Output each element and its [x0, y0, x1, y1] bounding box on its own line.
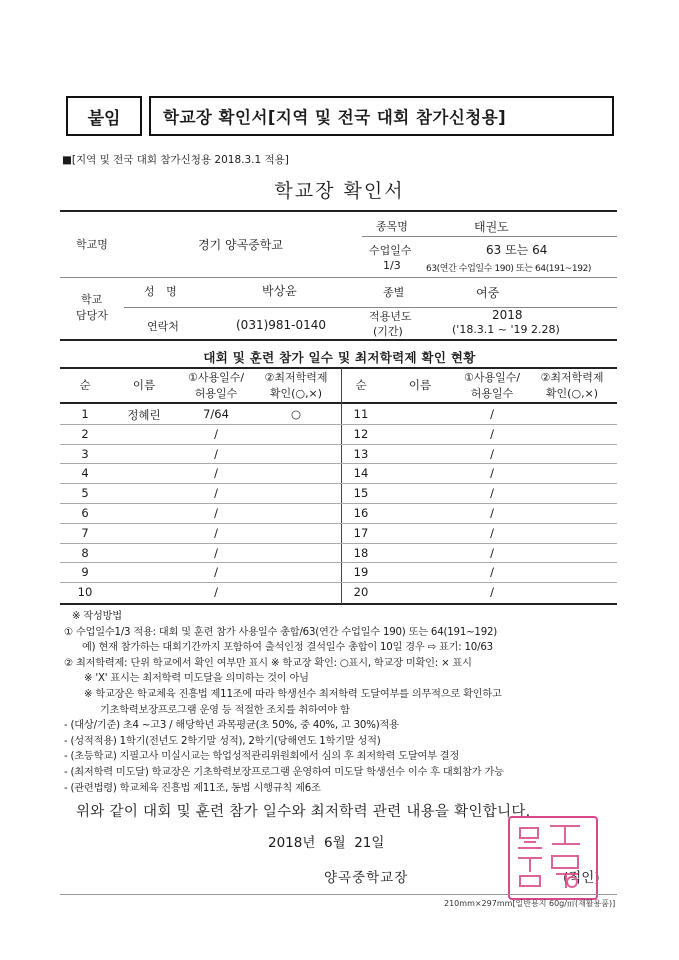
row-days-left: / — [214, 545, 218, 560]
table-row-divider — [60, 463, 617, 464]
sport-value: 태권도 — [474, 220, 509, 234]
contact-label: 연락처 — [147, 320, 179, 333]
note-line: ① 수업일수1/3 적용: 대회 및 훈련 참가 사용일수 총합/63(연간 수업일수 190) 또는 64(191~192) — [64, 626, 498, 638]
row-no-left: 4 — [81, 466, 89, 481]
manager-label-line2: 담당자 — [76, 309, 108, 322]
note-line: - (초등학교) 지필고사 미실시교는 학업성적관리위원회에서 심의 후 최저학력 도달여부 결정 — [64, 751, 460, 763]
row-days-left: / — [214, 525, 218, 540]
table-row-divider — [60, 483, 617, 484]
row-no-left: 5 — [81, 486, 89, 501]
row-no-left: 2 — [81, 426, 89, 441]
year-label-line1: 적용년도 — [369, 310, 412, 323]
row-no-right: 18 — [353, 545, 369, 560]
row-no-right: 17 — [353, 525, 369, 540]
row-days-right: / — [490, 446, 494, 461]
days-third-label: 1/3 — [383, 259, 401, 272]
table-bottom-border — [60, 603, 617, 605]
header-used-left-2: 허용일수 — [194, 387, 238, 400]
gender-value: 여중 — [476, 286, 500, 300]
table-middle-divider — [341, 368, 342, 604]
note-line: ② 최저학력제: 단위 학교에서 확인 여부만 표시 ※ 학교장 확인: ○표시, 학교장 미확인: × 표시 — [64, 657, 472, 669]
table-row-divider — [60, 543, 617, 544]
row-days-left: 7/64 — [203, 407, 229, 421]
school-value: 경기 양곡중학교 — [198, 238, 283, 252]
row-days-left: / — [214, 426, 218, 441]
row-days-right: / — [490, 486, 494, 501]
table-row-divider — [60, 503, 617, 504]
days-value: 63 또는 64 — [486, 243, 548, 257]
days-label: 수업일수 — [369, 244, 412, 257]
row-no-right: 19 — [353, 565, 369, 580]
table-title: 대회 및 훈련 참가 일수 및 최저학력제 확인 현황 — [203, 350, 476, 365]
header-used-right-2: 허용일수 — [470, 387, 514, 400]
row-days-right: / — [490, 426, 494, 441]
contact-value: (031)981-0140 — [236, 318, 327, 332]
row-no-right: 15 — [353, 486, 369, 501]
info-top-border — [60, 210, 617, 212]
note-line: ※ 학교장은 학교체육 진흥법 제11조에 따라 학생선수 최저학력 도달여부를 의무적으로 확인하고 — [84, 689, 502, 700]
seal-glyphs — [510, 818, 592, 894]
period-value: ('18.3.1 ~ '19 2.28) — [452, 323, 560, 336]
attachment-label-box — [66, 96, 142, 136]
row-no-left: 3 — [81, 446, 89, 461]
row-days-left: / — [214, 486, 218, 501]
row-name-left: 정혜린 — [127, 408, 161, 422]
row-no-right: 13 — [353, 446, 369, 461]
form-tag: ■[지역 및 전국 대회 참가신청용 2018.3.1 적용] — [62, 154, 289, 166]
header-title-box — [149, 96, 614, 136]
info-divider — [362, 236, 617, 237]
date-text: 2018년 6월 21일 — [268, 835, 385, 851]
sport-label: 종목명 — [376, 220, 408, 233]
table-row-divider — [60, 424, 617, 425]
row-days-left: / — [214, 506, 218, 520]
note-line: - (관련법령) 학교체육 진흥법 제11조, 동법 시행규칙 제6조 — [64, 782, 321, 794]
table-header-bottom — [60, 402, 617, 404]
year-label-line2: (기간) — [373, 325, 403, 338]
note-line: - (최저학력 미도달) 학교장은 기초학력보장프로그램 운영하여 미도달 학생선수 이수 후 대회참가 가능 — [64, 767, 504, 778]
header-title: 학교장 확인서[지역 및 전국 대회 참가신청용] — [163, 108, 507, 127]
row-no-left: 9 — [81, 565, 89, 580]
header-min-left-1: ②최저학력제 — [264, 371, 328, 384]
row-days-left: / — [214, 446, 218, 461]
row-days-right: / — [490, 407, 494, 421]
note-line: 예) 현재 참가하는 대회기간까지 포함하여 출석인정 결석일수 총합이 10일 경우 ⇨ 표기: 10/63 — [82, 642, 493, 654]
gender-label: 종별 — [383, 286, 405, 299]
row-no-right: 20 — [353, 585, 369, 600]
header-no-right: 순 — [355, 378, 367, 392]
row-days-left: / — [214, 466, 218, 481]
note-line: ※ 작성방법 — [72, 611, 122, 622]
seal-label: (직인) — [563, 870, 600, 886]
confirm-text: 위와 같이 대회 및 훈련 참가 일수와 최저학력 관련 내용을 확인합니다. — [76, 804, 531, 820]
header-no-left: 순 — [79, 378, 91, 392]
table-row-divider — [60, 582, 617, 583]
row-no-left: 6 — [81, 506, 89, 520]
header-used-right-1: ①사용일수/ — [463, 371, 521, 384]
footer-rule — [60, 894, 617, 895]
row-no-left: 1 — [81, 407, 89, 421]
row-days-right: / — [490, 565, 494, 580]
year-value: 2018 — [492, 308, 523, 322]
table-row-divider — [60, 444, 617, 445]
row-days-right: / — [490, 545, 494, 560]
manager-label-line1: 학교 — [81, 293, 103, 306]
official-seal — [508, 816, 598, 900]
note-line: - (성적적용) 1학기(전년도 2학기말 성적), 2학기(당해연도 1학기말 성적) — [64, 735, 381, 747]
principal-name: 양곡중학교장 — [324, 870, 409, 886]
note-line: - (대상/기준) 초4 ~고3 / 해당학년 과목평균(초 50%, 중 40%, 고 30%)적용 — [64, 720, 399, 732]
header-min-left-2: 확인(○,×) — [269, 387, 323, 400]
info-bottom-border — [60, 339, 617, 341]
row-days-right: / — [490, 466, 494, 481]
row-no-right: 11 — [353, 407, 369, 421]
note-line: ※ 'X' 표시는 최저학력 미도달을 의미하는 것이 아님 — [84, 673, 309, 685]
document-title: 학교장 확인서 — [274, 180, 405, 202]
note-line: 기초학력보장프로그램 운영 등 적절한 조치를 취하여야 함 — [100, 704, 350, 716]
row-no-right: 14 — [353, 466, 369, 481]
info-divider — [60, 277, 617, 278]
header-name-right: 이름 — [408, 378, 432, 392]
table-row-divider — [60, 523, 617, 524]
header-name-left: 이름 — [132, 378, 156, 392]
header-min-right-1: ②최저학력제 — [540, 371, 604, 384]
row-no-right: 16 — [353, 506, 369, 520]
row-no-left: 10 — [77, 585, 93, 600]
name-value: 박상윤 — [262, 284, 297, 298]
days-third-value: 63(연간 수업일수 190) 또는 64(191~192) — [426, 264, 592, 274]
header-min-right-2: 확인(○,×) — [545, 387, 599, 400]
row-no-right: 12 — [353, 426, 369, 441]
school-label: 학교명 — [76, 238, 108, 251]
row-days-right: / — [490, 506, 494, 520]
row-days-right: / — [490, 585, 494, 600]
row-check-left: ○ — [290, 407, 302, 421]
row-days-left: / — [214, 585, 218, 600]
row-days-left: / — [214, 565, 218, 580]
paper-spec-footer: 210mm×297mm[일반용지 60g/㎡(재활용품)] — [444, 899, 616, 908]
header-used-left-1: ①사용일수/ — [187, 371, 245, 384]
row-days-right: / — [490, 525, 494, 540]
row-no-left: 7 — [81, 525, 89, 540]
table-row-divider — [60, 562, 617, 563]
attachment-label: 붙임 — [87, 108, 121, 129]
name-label: 성 명 — [144, 285, 181, 298]
row-no-left: 8 — [81, 545, 89, 560]
